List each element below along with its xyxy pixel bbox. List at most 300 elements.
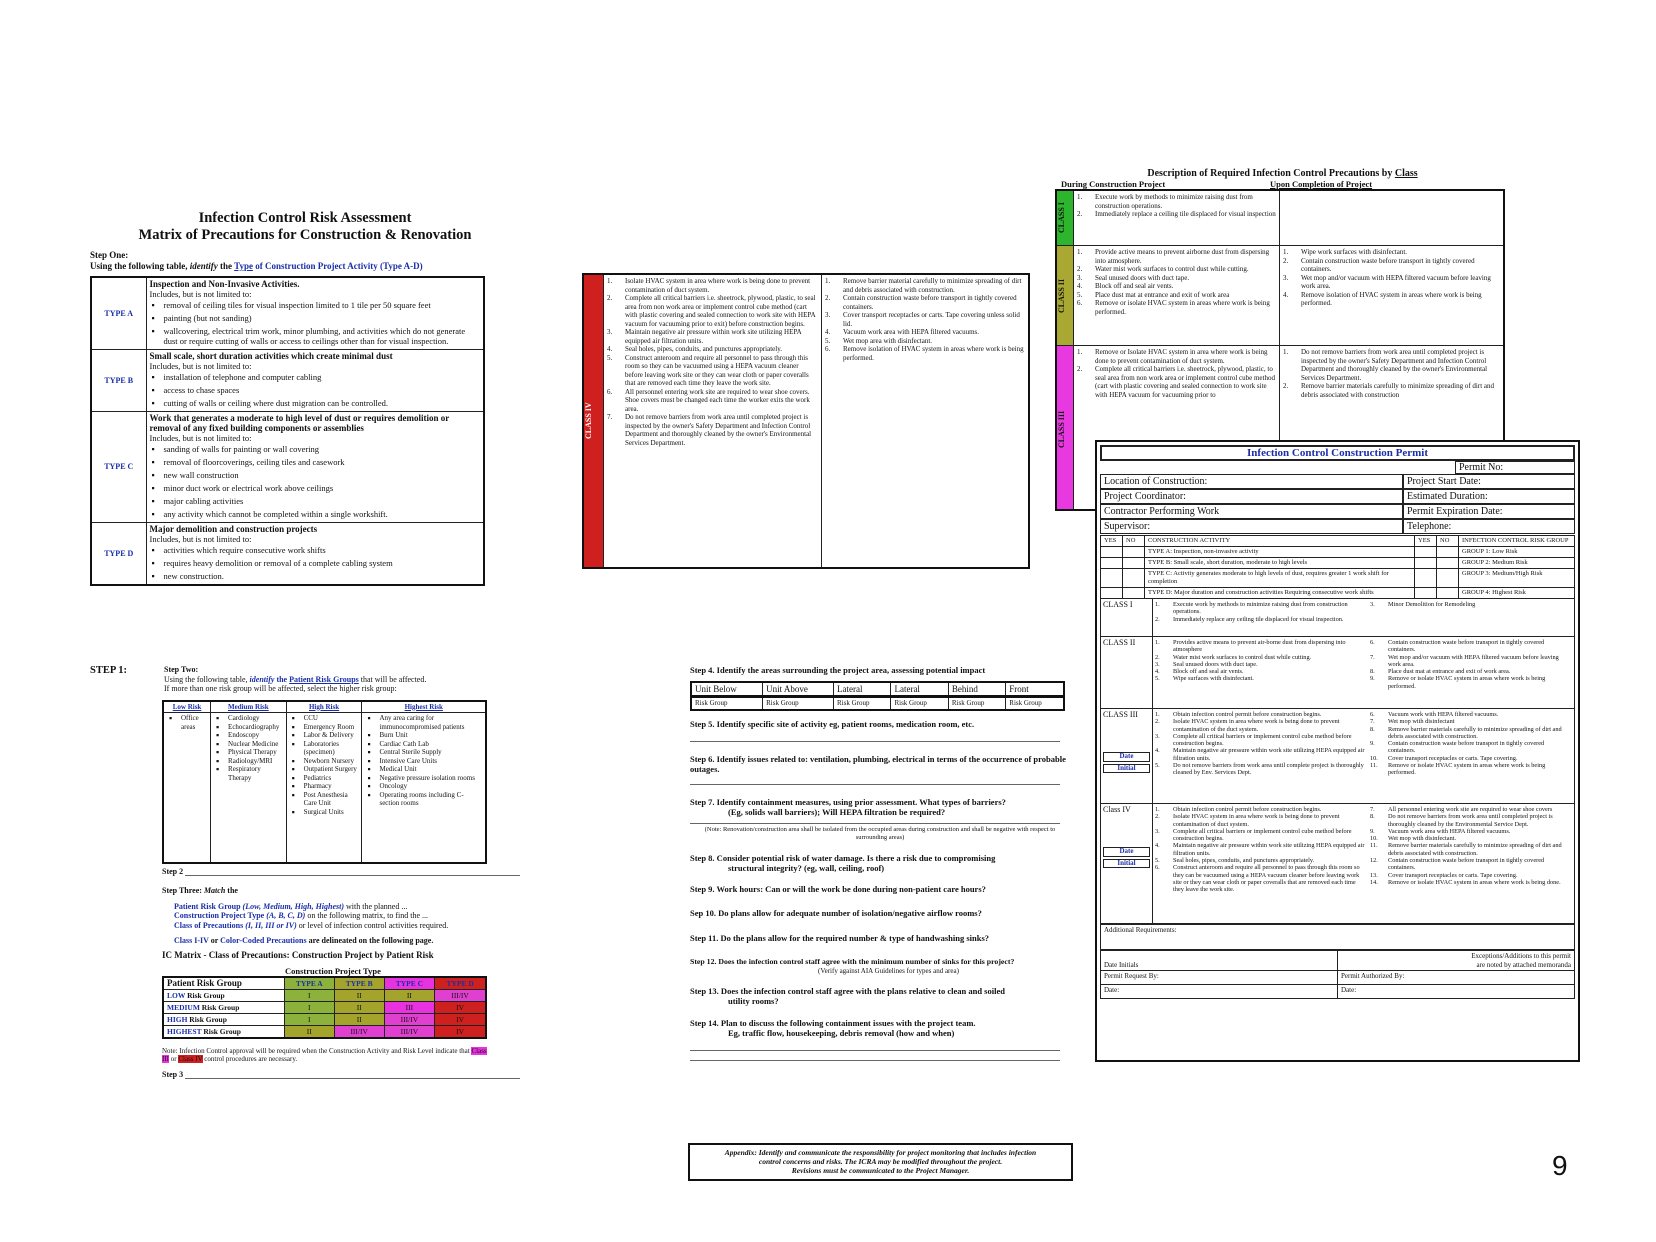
item-text: Construct anteroom and require all personnel to pass through this room so they can be vacuumed using a HEPA vacuum cleaner before leaving work site or they can wear cloth or paper coveralls that are removed each time they leave the work site. xyxy=(625,353,809,387)
group-no-box[interactable] xyxy=(1437,558,1459,569)
step-two-identify: identify xyxy=(249,674,275,684)
permit-date-label: Date xyxy=(1104,960,1118,969)
permit-field-right[interactable]: Telephone: xyxy=(1403,519,1575,534)
activity-head-cell: CONSTRUCTION ACTIVITY xyxy=(1145,536,1415,547)
class4-after-list xyxy=(822,275,1028,567)
risk-col xyxy=(163,713,211,863)
item-number: 1. xyxy=(607,277,613,285)
risk-item: ▪ Nuclear Medicine xyxy=(214,740,283,749)
desc-during-list xyxy=(1074,191,1280,245)
area-head: Unit Below xyxy=(691,682,763,697)
type-item: ▪ requires heavy demolition or removal of a complete cabling system xyxy=(150,557,481,570)
item-text: Do not remove barriers from work area until completed project is inspected by the owner's Safety Department and Infection Control Department and thoroughly cleaned by the owner's Environmental Services Department. xyxy=(625,413,812,447)
class4-during-list xyxy=(604,275,822,567)
risk-item: ▪ Physical Therapy xyxy=(214,748,283,757)
matrix-cell: III/IV xyxy=(384,1013,435,1025)
matrix-cell: I xyxy=(284,1001,334,1013)
item-number: 3. xyxy=(1077,273,1083,282)
risk-item: ▪ CCU xyxy=(290,714,359,723)
activity-head-row xyxy=(1101,536,1575,547)
class4-band-label: CLASS IV xyxy=(584,402,593,440)
numbered-item xyxy=(1370,828,1572,835)
group-text: GROUP 3: Medium/High Risk xyxy=(1459,569,1575,588)
step-three-the: the xyxy=(227,886,238,895)
appendix-line-3: Revisions must be communicated to the Project Manager. xyxy=(791,1166,970,1175)
item-text: Remove or Isolate HVAC system in area where work is being done to prevent contamination of duct system. xyxy=(1095,348,1268,365)
group-yes-box[interactable] xyxy=(1415,547,1437,558)
matrix-cell: II xyxy=(334,1013,384,1025)
numbered-item xyxy=(607,294,818,328)
item-text: Do not remove barriers from work area until completed project is thoroughly cleaned by the Environmental Service Dept. xyxy=(1388,813,1553,828)
area-head: Behind xyxy=(948,682,1005,697)
numbered-item xyxy=(1370,755,1572,762)
class-line-c: are delineated on the following page. xyxy=(308,936,434,945)
item-number: 2. xyxy=(1077,210,1083,218)
item-text: Isolate HVAC system in area where work is being done to prevent contamination of the duct system. xyxy=(1173,718,1340,733)
numbered-item xyxy=(1077,248,1276,265)
item-text: Vacuum work area with HEPA filtered vacuums. xyxy=(1388,827,1511,835)
permit-field-right[interactable]: Permit Expiration Date: xyxy=(1403,504,1575,519)
matrix-cell: III xyxy=(384,1001,435,1013)
type-items xyxy=(150,443,481,521)
matrix-cell: II xyxy=(284,1025,334,1038)
item-number: 4. xyxy=(1077,282,1083,290)
permit-class-label-cell xyxy=(1101,637,1153,708)
permit-classes xyxy=(1100,599,1575,924)
type-item: ▪ wallcovering, electrical trim work, minor plumbing, and activities which do not generate dust or require cutting of walls or access to ceilings other than for visual inspection. xyxy=(150,325,481,348)
area-risk-group[interactable]: Risk Group xyxy=(891,697,948,710)
numbered-item xyxy=(1155,639,1366,654)
item-number: 3. xyxy=(1283,273,1289,282)
numbered-item xyxy=(1155,661,1366,668)
numbered-item xyxy=(825,328,1025,337)
step-two-link[interactable]: Patient Risk Groups xyxy=(289,674,359,684)
matrix-cell: I xyxy=(284,1013,334,1025)
activity-row xyxy=(1101,569,1575,588)
risk-col xyxy=(286,713,362,863)
type-label: TYPE D xyxy=(91,523,146,586)
risk-item: ▪ Operating rooms including C-section rooms xyxy=(365,791,482,808)
permit-additional[interactable]: Additional Requirements: xyxy=(1100,924,1575,950)
type-item: ▪ new wall construction xyxy=(150,469,481,482)
item-text: Obtain infection control permit before construction begins. xyxy=(1173,806,1322,813)
matrix-cell: I xyxy=(284,989,334,1001)
permit-field-left[interactable]: Location of Construction: xyxy=(1100,474,1403,489)
risk-item: ▪ Pharmacy xyxy=(290,782,359,791)
note-or: or xyxy=(170,1055,177,1063)
numbered-item xyxy=(607,277,818,294)
permit-initials-label: Initials xyxy=(1118,960,1139,969)
activity-yes-box[interactable] xyxy=(1101,569,1123,588)
left-title-1: Infection Control Risk Assessment xyxy=(198,210,412,226)
activity-no-box[interactable] xyxy=(1123,558,1145,569)
area-risk-group[interactable]: Risk Group xyxy=(1006,697,1064,710)
step5: Step 5. Identify specific site of activity eg, patient rooms, medication room, etc. xyxy=(690,718,975,729)
step2-label: Step 2 xyxy=(162,866,184,876)
type-item: ▪ sanding of walls for painting or wall covering xyxy=(150,443,481,456)
item-text: Seal unused doors with duct tape. xyxy=(1173,660,1258,668)
step14b: Eg, traffic flow, housekeeping, debris removal (how and when) xyxy=(728,1028,955,1038)
type-row xyxy=(91,412,484,523)
item-number: 3. xyxy=(607,328,613,336)
match-line xyxy=(174,902,520,912)
permit-class-left xyxy=(1153,637,1368,708)
risk-item: ▪ Surgical Units xyxy=(290,808,359,817)
permit-field-row xyxy=(1100,519,1575,534)
numbered-item xyxy=(1155,842,1366,857)
item-number: 1. xyxy=(825,277,831,285)
risk-item: ▪ Medical Unit xyxy=(365,765,482,774)
risk-item: ▪ Echocardiography xyxy=(214,723,283,732)
matrix-cell: III/IV xyxy=(384,1025,435,1038)
desc-band xyxy=(1057,346,1074,511)
numbered-item xyxy=(1370,762,1572,777)
class-line-b: Color-Coded Precautions xyxy=(220,936,307,945)
risk-list xyxy=(365,714,482,808)
area-head: Lateral xyxy=(891,682,948,697)
step-one-text-post: (Type A-D) xyxy=(380,261,423,271)
group-yes-box[interactable] xyxy=(1415,569,1437,588)
item-text: Complete all critical barriers or implement control cube method before construction begins. xyxy=(1173,732,1352,748)
item-text: Maintain negative air pressure within work site utilizing HEPA equipped air filtration units. xyxy=(625,328,802,345)
item-number: 6. xyxy=(1155,864,1160,872)
item-text: Complete all critical barriers i.e. sheetrock, plywood, plastic, to seal area from non work area or implement control cube method (cart with plastic covering and sealed connection to work site with HEPA vacuum for vacuuming prior to exit) before construction begins. xyxy=(625,294,816,328)
item-text: Water mist work surfaces to control dust while cutting. xyxy=(1173,653,1312,661)
activity-head-cell: YES xyxy=(1415,536,1437,547)
item-number: 1. xyxy=(1155,639,1160,646)
numbered-item xyxy=(1370,813,1572,828)
type-includes: Includes, but is not limited to: xyxy=(149,289,252,299)
permit-class-label: CLASS III xyxy=(1103,710,1138,719)
permit-field-left[interactable]: Project Coordinator: xyxy=(1100,489,1403,504)
item-number: 5. xyxy=(607,353,613,362)
desc-band-label: CLASS III xyxy=(1057,410,1066,448)
permit-class-row xyxy=(1100,804,1575,924)
step8b: structural integrity? (eg, wall, ceiling, roof) xyxy=(728,862,885,873)
class-line-a: Class I-IV xyxy=(174,936,209,945)
item-text: Cover transport receptacles or carts. Tape covering unless solid lid. xyxy=(843,311,1020,328)
matrix-col-head: TYPE B xyxy=(334,977,384,990)
item-number: 4. xyxy=(1155,747,1160,755)
item-number: 8. xyxy=(1370,725,1375,733)
desc-class-row xyxy=(1057,246,1503,346)
class-line-or: or xyxy=(210,936,219,945)
permit-class-left xyxy=(1153,599,1368,636)
matrix-title: IC Matrix - Class of Precautions: Construction Project by Patient Risk xyxy=(162,949,434,960)
step7a: Step 7. Identify containment measures, using prior assessment. What types of barriers? xyxy=(690,796,1006,807)
item-text: Contain construction waste before transport in tightly covered containers. xyxy=(1388,740,1545,755)
matrix-col-head: TYPE D xyxy=(435,977,486,990)
permit-class-label: CLASS I xyxy=(1103,600,1133,609)
step1-label: STEP 1: xyxy=(90,665,128,676)
group-no-box[interactable] xyxy=(1437,588,1459,599)
item-number: 1. xyxy=(1077,193,1083,201)
item-number: 3. xyxy=(825,311,831,319)
risk-item: ▪ Negative pressure isolation rooms xyxy=(365,774,482,783)
numbered-item xyxy=(1155,654,1366,661)
group-yes-box[interactable] xyxy=(1415,558,1437,569)
group-text: GROUP 2: Medium Risk xyxy=(1459,558,1575,569)
permit-field-right[interactable]: Project Start Date: xyxy=(1403,474,1575,489)
step10: Sep 10. Do plans allow for adequate number of isolation/negative airflow rooms? xyxy=(690,907,982,918)
numbered-item xyxy=(1283,291,1500,308)
item-text: Place dust mat at entrance and exit of work area xyxy=(1095,290,1230,299)
permit-class-extra[interactable]: Date xyxy=(1103,752,1150,761)
match-c: on the following matrix, to find the ... xyxy=(307,911,428,920)
type-item: ▪ removal of ceiling tiles for visual inspection limited to 1 tile per 50 square feet xyxy=(150,299,481,312)
matrix-row-rest: Risk Group xyxy=(201,1002,240,1012)
matrix-col-head: TYPE A xyxy=(284,977,334,990)
permit-date-left[interactable]: Date: xyxy=(1101,985,1338,999)
activity-text: TYPE C: Activity generates moderate to high levels of dust, requires greater 1 work shift for completion xyxy=(1145,569,1415,588)
group-no-box[interactable] xyxy=(1437,569,1459,588)
permit-class-extra[interactable]: Initial xyxy=(1103,764,1150,773)
item-text: Wipe work surfaces with disinfectant. xyxy=(1301,248,1408,256)
permit-field-right[interactable]: Estimated Duration: xyxy=(1403,489,1575,504)
desc-band-label: CLASS II xyxy=(1057,278,1066,313)
permit-no[interactable]: Permit No: xyxy=(1455,461,1575,474)
step3-label: Step 3 xyxy=(162,1069,184,1079)
item-number: 8. xyxy=(1370,813,1375,821)
item-text: Remove isolation of HVAC system in areas where work is being performed. xyxy=(1301,290,1482,307)
desc-title-class: Class xyxy=(1394,168,1418,179)
step-two-the: the xyxy=(276,674,288,684)
numbered-item xyxy=(825,337,1025,346)
numbered-item xyxy=(1370,711,1572,718)
item-number: 6. xyxy=(607,387,613,396)
item-number: 3. xyxy=(1155,732,1160,740)
activity-no-box[interactable] xyxy=(1123,588,1145,599)
step-one-link-type[interactable]: Type xyxy=(234,261,253,271)
numbered-item xyxy=(1155,718,1366,733)
activity-text: TYPE A: Inspection, non-invasive activity xyxy=(1145,547,1415,558)
numbered-item xyxy=(607,345,818,354)
item-number: 1. xyxy=(1283,248,1289,256)
group-yes-box[interactable] xyxy=(1415,588,1437,599)
numbered-item xyxy=(1155,762,1366,777)
item-text: Remove or isolate HVAC system in areas where work is being performed. xyxy=(1388,675,1546,690)
match-a: Patient Risk Group xyxy=(174,901,241,911)
item-number: 11. xyxy=(1370,762,1378,770)
step12b: (Verify against AIA Guidelines for types and area) xyxy=(818,966,959,975)
desc-title: Description of Required Infection Control Precautions by xyxy=(1147,168,1393,179)
numbered-item xyxy=(1155,668,1366,675)
step-two-heading: Step Two: xyxy=(164,665,199,674)
item-number: 2. xyxy=(1283,256,1289,265)
item-text: Remove or isolate HVAC system in areas where work is being performed. xyxy=(1388,762,1546,777)
step7-answer-line[interactable] xyxy=(690,823,1060,824)
permit-requested-by[interactable]: Permit Request By: xyxy=(1101,971,1338,985)
activity-row xyxy=(1101,558,1575,569)
step7-note: (Note: Renovation/construction area shall be isolated from the occupied areas during construction and shall be negative with respect to surrounding areas) xyxy=(704,825,1056,841)
item-text: Seal holes, pipes, conduits, and punctures appropriately. xyxy=(625,345,783,353)
matrix-cell: III/IV xyxy=(435,989,486,1001)
step14a: Step 14. Plan to discuss the following containment issues with the project team. xyxy=(690,1018,976,1028)
item-text: Minor Demolition for Remodeling xyxy=(1388,601,1476,608)
group-no-box[interactable] xyxy=(1437,547,1459,558)
permit-field-left[interactable]: Supervisor: xyxy=(1100,519,1403,534)
step8a: Step 8. Consider potential risk of water damage. Is there a risk due to compromising xyxy=(690,852,996,863)
numbered-item xyxy=(1077,274,1276,283)
match-b: (Low, Medium, High, Highest) xyxy=(242,901,345,911)
item-text: Remove barrier material carefully to minimize spreading of dirt and debris associated with construction. xyxy=(843,277,1022,294)
item-text: Immediately replace any ceiling tile displaced for visual inspection. xyxy=(1173,615,1344,623)
risk-item: ▪ Burn Unit xyxy=(365,731,482,740)
numbered-item xyxy=(1155,813,1366,828)
item-number: 7. xyxy=(607,413,613,421)
permit-field-row xyxy=(1100,504,1575,519)
step-two-text-pre: Using the following table, xyxy=(164,674,248,684)
item-number: 1. xyxy=(1155,806,1160,813)
activity-text: TYPE B: Small scale, short duration, moderate to high levels xyxy=(1145,558,1415,569)
activity-no-box[interactable] xyxy=(1123,547,1145,558)
type-items xyxy=(150,371,481,410)
left-title-2: Matrix of Precautions for Construction & Renovation xyxy=(138,227,472,243)
numbered-item xyxy=(1283,348,1500,382)
item-text: Provides active means to prevent air-borne dust from dispersing into atmosphere xyxy=(1173,639,1346,654)
step6-answer-line[interactable] xyxy=(690,784,1060,785)
numbered-item xyxy=(825,294,1025,311)
desc-during-list xyxy=(1074,246,1280,345)
type-item: ▪ painting (but not sanding) xyxy=(150,312,481,325)
item-text: Maintain negative air pressure within work site utilizing HEPA equipped air filtration units. xyxy=(1173,747,1365,762)
step2-answer-line[interactable] xyxy=(185,875,520,876)
area-risk-group[interactable]: Risk Group xyxy=(948,697,1005,710)
ic-matrix-table xyxy=(162,976,487,1039)
matrix-corner: Patient Risk Group xyxy=(163,977,284,990)
type-label: TYPE A xyxy=(91,277,146,350)
item-number: 1. xyxy=(1155,711,1160,718)
item-number: 2. xyxy=(825,294,831,302)
matrix-row xyxy=(163,1001,486,1013)
numbered-item xyxy=(1155,857,1366,864)
type-includes: Includes, but is not limited to: xyxy=(149,534,252,544)
step12a: Step 12. Does the infection control staff agree with the minimum number of sinks for this project? xyxy=(690,956,1015,966)
permit-class-extra[interactable]: Initial xyxy=(1103,859,1150,868)
numbered-item xyxy=(607,328,818,345)
type-heading: Work that generates a moderate to high level of dust or requires demolition or removal of any fixed building components or assemblies xyxy=(149,413,450,433)
risk-col xyxy=(211,713,287,863)
step-two-text-post: that will be affected. xyxy=(360,674,427,684)
type-row xyxy=(91,277,484,350)
permit-class-extra[interactable]: Date xyxy=(1103,847,1150,856)
item-text: Remove barrier materials carefully to minimize spreading of dirt and debris associated with construction. xyxy=(1388,725,1562,740)
item-text: Seal unused doors with duct tape. xyxy=(1095,273,1190,282)
item-number: 3. xyxy=(1155,660,1160,668)
desc-band xyxy=(1057,246,1074,345)
step-one-the: the xyxy=(220,261,233,271)
item-number: 13. xyxy=(1370,871,1378,879)
permit-class-right xyxy=(1368,709,1574,803)
numbered-item xyxy=(1370,872,1572,879)
type-items xyxy=(150,544,481,583)
activity-yes-box[interactable] xyxy=(1101,558,1123,569)
step14-answer-line-2[interactable] xyxy=(690,1060,1060,1061)
step11: Step 11. Do the plans allow for the required number & type of handwashing sinks? xyxy=(690,932,990,943)
permit-field-left[interactable]: Contractor Performing Work xyxy=(1100,504,1403,519)
step5-answer-line[interactable] xyxy=(690,741,1060,742)
item-text: Wipe surfaces with disinfectant. xyxy=(1173,675,1254,683)
desc-band-label: CLASS I xyxy=(1057,202,1066,234)
item-text: Seal holes, pipes, conduits, and punctures appropriately. xyxy=(1173,857,1315,865)
item-text: Do not remove barriers from work area until complete project is thoroughly cleaned by Env. Services Dept. xyxy=(1173,762,1364,777)
matrix-cell: II xyxy=(334,1001,384,1013)
permit-class-label-cell xyxy=(1101,709,1153,803)
type-item: ▪ minor duct work or electrical work above ceilings xyxy=(150,482,481,495)
numbered-item xyxy=(1370,639,1572,654)
desc-upon-head: Upon Completion of Project xyxy=(1270,179,1373,189)
activity-no-box[interactable] xyxy=(1123,569,1145,588)
step3-answer-line[interactable] xyxy=(185,1078,520,1079)
type-item: ▪ new construction. xyxy=(150,570,481,583)
item-number: 1. xyxy=(1077,348,1083,356)
item-number: 3. xyxy=(1370,601,1375,608)
item-number: 4. xyxy=(825,328,831,336)
group-text: GROUP 4: Highest Risk xyxy=(1459,588,1575,599)
match-c: with the planned ... xyxy=(346,901,408,911)
matrix-subtitle: Construction Project Type xyxy=(285,965,381,976)
activity-yes-box[interactable] xyxy=(1101,588,1123,599)
area-risk-group[interactable]: Risk Group xyxy=(834,697,891,710)
step7b: (Eg, solids wall barriers); Will HEPA filtration be required? xyxy=(728,806,946,817)
permit-authorized-by[interactable]: Permit Authorized By: xyxy=(1338,971,1575,985)
item-text: Provide active means to prevent airborne dust from dispersing into atmosphere. xyxy=(1095,248,1270,265)
numbered-item xyxy=(1077,282,1276,291)
item-text: Obtain infection control permit before construction begins. xyxy=(1173,711,1322,718)
desc-upon-list xyxy=(1280,246,1503,345)
activity-yes-box[interactable] xyxy=(1101,547,1123,558)
permit-class-row xyxy=(1100,599,1575,637)
matrix-row xyxy=(163,1013,486,1025)
area-risk-group[interactable]: Risk Group xyxy=(691,697,763,710)
desc-during-head: During Construction Project xyxy=(1061,179,1166,189)
permit-title: Infection Control Construction Permit xyxy=(1100,445,1575,461)
match-line xyxy=(174,921,520,931)
appendix-line-2: control concerns and risks. The ICRA may be modified throughout the project. xyxy=(758,1157,1003,1166)
numbered-item xyxy=(825,345,1025,362)
type-heading: Small scale, short duration activities which create minimal dust xyxy=(149,351,393,361)
item-number: 2. xyxy=(1077,265,1083,273)
item-text: Contain construction waste before transport in tightly covered containers. xyxy=(1388,857,1545,872)
numbered-item xyxy=(1077,291,1276,300)
numbered-item xyxy=(1155,711,1366,718)
item-text: Contain construction waste before transport in tightly covered containers. xyxy=(1388,639,1545,654)
item-number: 11. xyxy=(1370,842,1378,850)
item-number: 5. xyxy=(1155,675,1160,683)
item-text: Water mist work surfaces to control dust while cutting. xyxy=(1095,265,1249,273)
numbered-item xyxy=(1077,299,1276,316)
patient-risk-table xyxy=(162,700,487,864)
item-number: 6. xyxy=(1370,711,1375,718)
step9: Step 9. Work hours: Can or will the work be done during non-patient care hours? xyxy=(690,883,986,894)
numbered-item xyxy=(1370,718,1572,725)
permit-class-label: Class IV xyxy=(1103,805,1131,814)
step14-answer-line-1[interactable] xyxy=(690,1050,1060,1051)
area-risk-group[interactable]: Risk Group xyxy=(763,697,834,710)
item-text: Execute work by methods to minimize raising dust from construction operations. xyxy=(1173,601,1348,616)
appendix-line-1: Appendix: Identify and communicate the responsibility for project monitoring that includes infection xyxy=(724,1148,1037,1157)
permit-class-row xyxy=(1100,709,1575,804)
permit-date-right[interactable]: Date: xyxy=(1338,985,1575,999)
item-number: 6. xyxy=(1077,299,1083,307)
item-number: 1. xyxy=(1077,248,1083,256)
item-text: Complete all critical barriers or implement control cube method before construction begins. xyxy=(1173,827,1352,843)
matrix-row-bold: HIGH xyxy=(167,1014,188,1024)
numbered-item xyxy=(1370,675,1572,690)
type-item: ▪ installation of telephone and computer cabling xyxy=(150,371,481,384)
item-text: Remove isolation of HVAC system in areas where work is being performed. xyxy=(843,345,1024,362)
matrix-row-bold: MEDIUM xyxy=(167,1002,200,1012)
